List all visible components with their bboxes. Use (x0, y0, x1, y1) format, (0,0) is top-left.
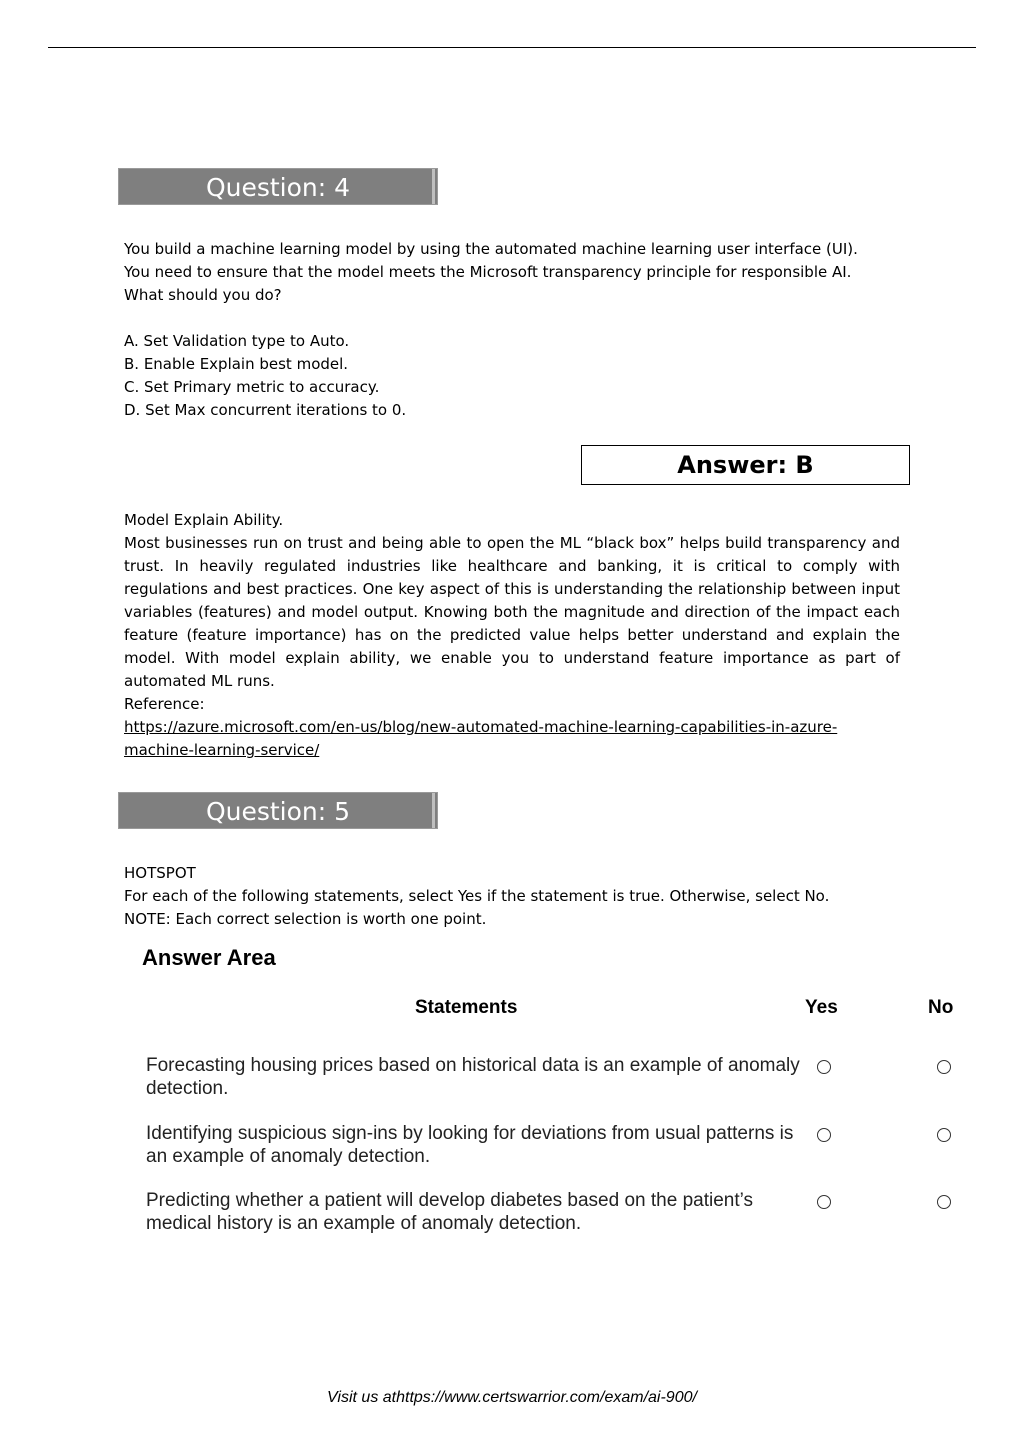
statement-2-no-radio[interactable] (937, 1128, 951, 1142)
question-4-explanation (124, 509, 900, 762)
statements-header: Statements (415, 997, 518, 1018)
statement-3-no-radio[interactable] (937, 1195, 951, 1209)
stem-line: What should you do? (124, 286, 282, 304)
reference-label: Reference: (124, 695, 205, 713)
statement-2-yes-radio[interactable] (817, 1128, 831, 1142)
question-4-stem (124, 238, 900, 307)
statement-2: Identifying suspicious sign-ins by looking for deviations from usual patterns is an example of anomaly detection. (146, 1123, 794, 1167)
no-header: No (928, 997, 954, 1018)
stem-line: You need to ensure that the model meets the Microsoft transparency principle for responsible AI. (124, 263, 852, 281)
answer-box: Answer: B (581, 445, 910, 485)
yes-header: Yes (805, 997, 838, 1018)
answer-area-title: Answer Area (142, 945, 276, 970)
question-4-banner (118, 168, 438, 205)
question-5-heading: Question: 5 (205, 797, 351, 826)
option-a: A. Set Validation type to Auto. (124, 332, 350, 350)
reference-link[interactable] (124, 716, 900, 739)
header-rule (48, 47, 976, 48)
intro-line: HOTSPOT (124, 864, 196, 882)
statement-3: Predicting whether a patient will develop diabetes based on the patient’s medical history is an example of anomaly detection. (146, 1190, 753, 1234)
statement-1-no-radio[interactable] (937, 1060, 951, 1074)
question-4-heading: Question: 4 (205, 173, 351, 202)
option-d: D. Set Max concurrent iterations to 0. (124, 401, 407, 419)
intro-line: NOTE: Each correct selection is worth one point. (124, 910, 487, 928)
intro-line: For each of the following statements, select Yes if the statement is true. Otherwise, select No. (124, 887, 830, 905)
option-b: B. Enable Explain best model. (124, 355, 349, 373)
statement-3-yes-radio[interactable] (817, 1195, 831, 1209)
statement-1: Forecasting housing prices based on historical data is an example of anomaly detection. (146, 1055, 800, 1099)
explanation-title: Model Explain Ability. (124, 511, 284, 529)
reference-link-line-2[interactable]: machine-learning-service/ (124, 741, 320, 759)
statement-1-yes-radio[interactable] (817, 1060, 831, 1074)
reference-link-line-1[interactable]: https://azure.microsoft.com/en-us/blog/new-automated-machine-learning-capabilities-in-azure- (124, 718, 838, 736)
explanation-body: Most businesses run on trust and being able to open the ML “black box” helps build transparency and trust. In heavily regulated industries like healthcare and banking, it is critical to comply with regulations and best practices. One key aspect of this is understanding the relationship between input variables (features) and model output. Knowing both the magnitude and direction of the impact each feature (feature importance) has on the predicted value helps better understand and explain the model. With model explain ability, we enable you to understand feature importance as part of automated ML runs. (124, 534, 900, 690)
footer-text: Visit us athttps://www.certswarrior.com/exam/ai-900/ (327, 1389, 697, 1406)
option-c: C. Set Primary metric to accuracy. (124, 378, 380, 396)
question-4-options (124, 330, 900, 422)
question-5-banner (118, 792, 438, 829)
question-5-intro (124, 862, 900, 931)
reference-link-cont[interactable] (124, 739, 900, 762)
stem-line: You build a machine learning model by using the automated machine learning user interface (UI). (124, 240, 858, 258)
